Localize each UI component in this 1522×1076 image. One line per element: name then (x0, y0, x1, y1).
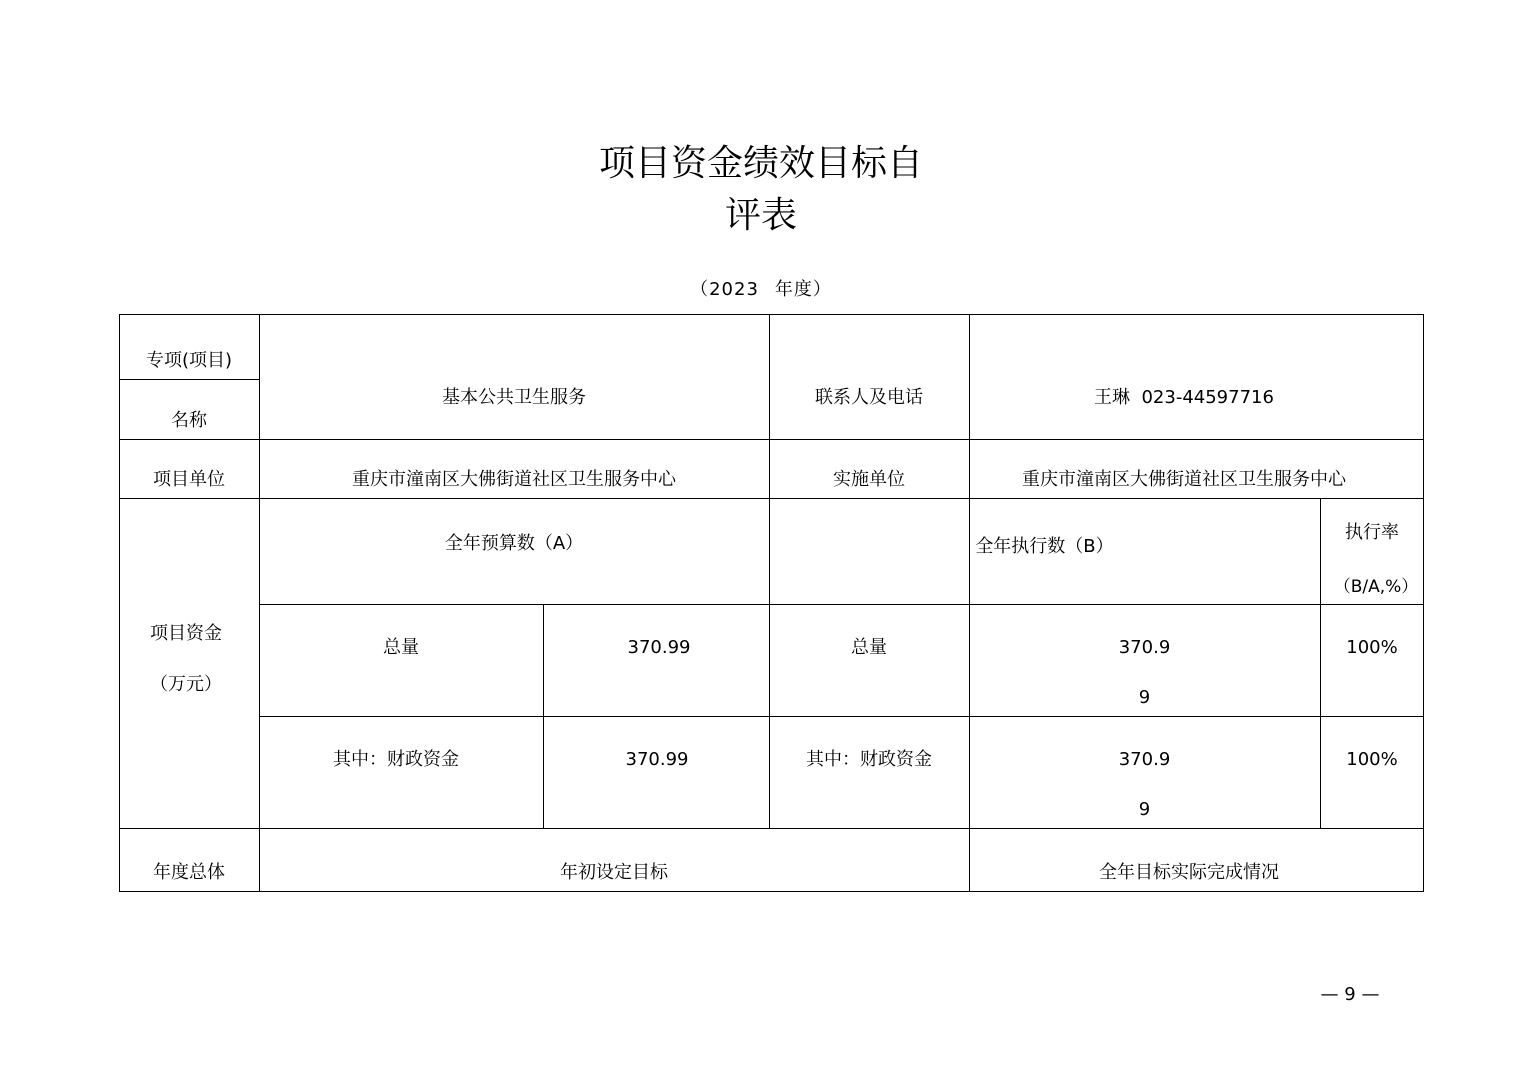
rate-header-line-1: 执行率 (1345, 522, 1399, 543)
annual-overall-label: 年度总体 (153, 862, 225, 883)
total-label-budget: 总量 (383, 637, 419, 658)
impl-unit-value: 重庆市潼南区大佛街道社区卫生服务中心 (1022, 469, 1346, 490)
fiscal-value-exec-line-2: 9 (1138, 799, 1151, 820)
fiscal-value-exec-line-1: 370.9 (1118, 749, 1171, 770)
row-divider-2 (119, 498, 1424, 499)
year-close-text: 年度） (774, 279, 832, 300)
total-value-exec-line-1: 370.9 (1118, 637, 1171, 658)
impl-unit-label: 实施单位 (833, 469, 905, 490)
fiscal-value-budget: 370.99 (625, 749, 689, 770)
row-divider-5 (119, 828, 1424, 829)
row-divider-4 (259, 716, 1424, 717)
total-value-budget: 370.99 (627, 637, 691, 658)
table-border-left (119, 314, 120, 892)
row-divider-1 (119, 439, 1424, 440)
project-name-label-line-2: 名称 (171, 410, 207, 431)
total-label-exec: 总量 (851, 637, 887, 658)
budget-header: 全年预算数（A） (444, 533, 584, 554)
fiscal-rate: 100% (1346, 749, 1398, 770)
project-name-label-line-1: 专项(项目) (145, 350, 233, 371)
contact-value: 王琳 023-44597716 (1094, 387, 1274, 408)
rate-header-line-2: （B/A,%） (1333, 577, 1419, 597)
year-subtitle (0, 276, 1522, 304)
exec-header: 全年执行数（B） (975, 536, 1114, 557)
project-unit-value: 重庆市潼南区大佛街道社区卫生服务中心 (352, 469, 676, 490)
initial-goal-header: 年初设定目标 (560, 862, 668, 883)
fiscal-label-exec: 其中：财政资金 (806, 749, 932, 770)
table-border-right (1423, 314, 1424, 892)
funds-label-line-1: 项目资金 (150, 623, 222, 644)
fiscal-label-budget: 其中：财政资金 (333, 749, 459, 770)
page-title-line-2: 评表 (724, 195, 797, 236)
table-border-top (119, 314, 1424, 315)
table-border-bottom (119, 891, 1424, 892)
year-open-text: （2023 (690, 279, 759, 300)
project-name-value: 基本公共卫生服务 (442, 387, 586, 408)
col-divider-rate (1320, 498, 1321, 828)
total-rate: 100% (1346, 637, 1398, 658)
project-unit-label: 项目单位 (153, 469, 225, 490)
page-title-line-1: 项目资金绩效目标自 (598, 143, 923, 184)
row-divider-name-label (119, 379, 259, 380)
total-value-exec-line-2: 9 (1138, 687, 1151, 708)
actual-goal-header: 全年目标实际完成情况 (1099, 862, 1279, 883)
funds-label-line-2: （万元） (150, 674, 222, 695)
contact-label: 联系人及电话 (815, 387, 923, 408)
page-number: — 9 — (1320, 984, 1380, 1005)
row-divider-3 (259, 604, 1424, 605)
performance-table (119, 314, 1424, 892)
